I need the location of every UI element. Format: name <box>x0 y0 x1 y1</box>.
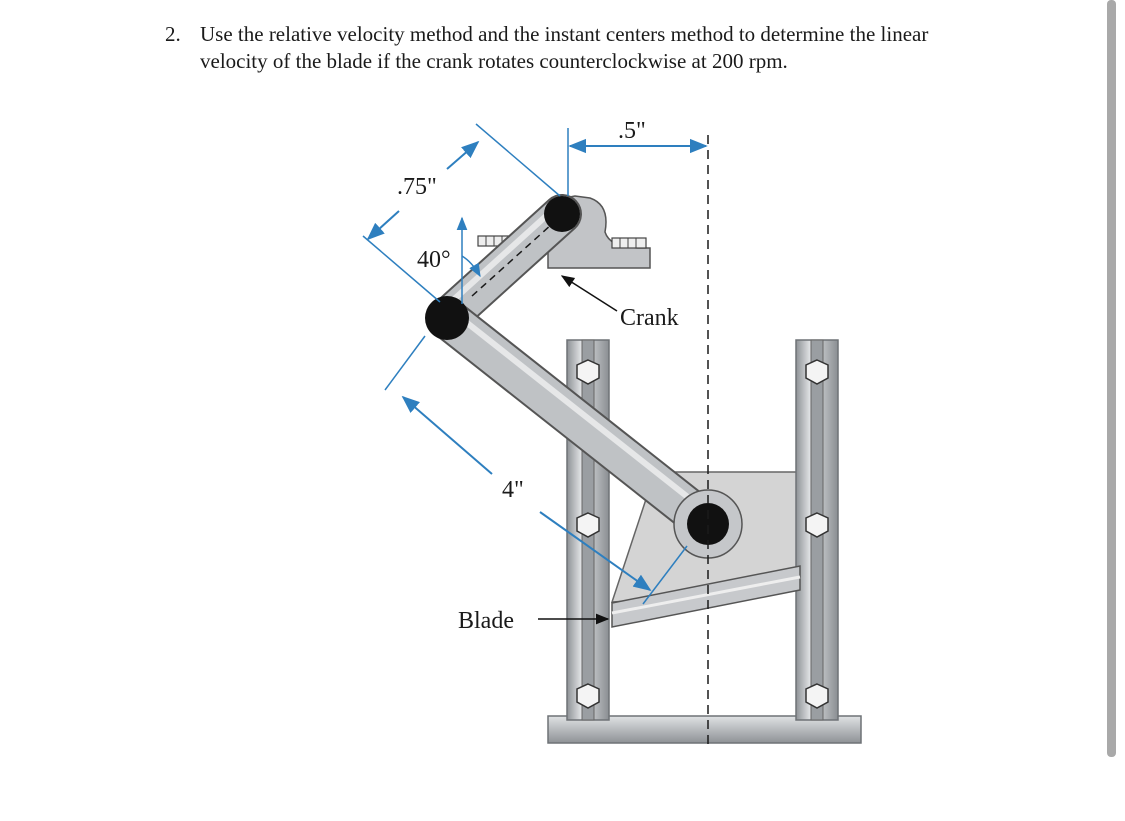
crank-length-dimension-label: .75" <box>397 174 437 200</box>
crank-label: Crank <box>620 305 679 331</box>
right-guide-rail <box>796 340 838 720</box>
page-scrollbar[interactable] <box>1107 0 1116 757</box>
rail-bolt-left-1 <box>577 360 599 384</box>
blade-label: Blade <box>458 608 514 634</box>
angle-dimension-label: 40° <box>417 247 451 273</box>
crank-leader <box>562 276 617 311</box>
rail-bolt-right-2 <box>806 513 828 537</box>
offset-dimension-label: .5" <box>618 118 646 144</box>
crank-pivot-pin <box>544 196 580 232</box>
problem-number: 2. <box>165 22 181 46</box>
coupler-length-dimension-label: 4" <box>502 477 524 503</box>
problem-text-line-1: Use the relative velocity method and the instant centers method to determine the linear <box>200 22 929 46</box>
blade-pin <box>687 503 729 545</box>
rail-bolt-right-1 <box>806 360 828 384</box>
rail-bolt-left-3 <box>577 684 599 708</box>
rail-bolt-right-3 <box>806 684 828 708</box>
rail-bolt-left-2 <box>577 513 599 537</box>
problem-text-line-2: velocity of the blade if the crank rotates counterclockwise at 200 rpm. <box>200 49 788 73</box>
